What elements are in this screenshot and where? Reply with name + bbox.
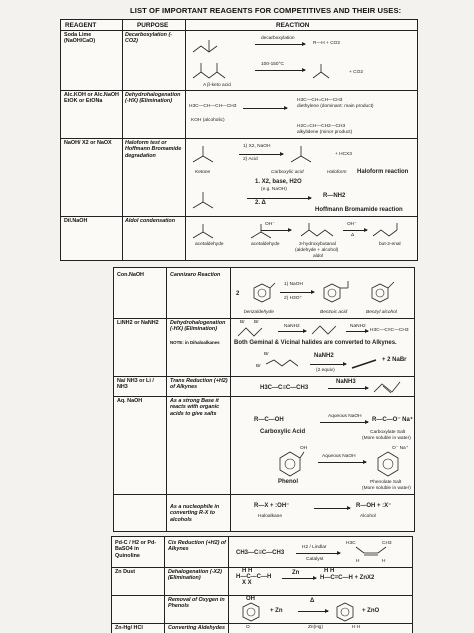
row-divider [114, 318, 414, 319]
product-text: R—C—O⁻ Na⁺ [372, 417, 414, 423]
reagent-label: NaNH2 [284, 324, 300, 329]
substituent-label: O⁻ Na⁺ [392, 446, 409, 451]
compound-label: Carboxylate Salt [370, 430, 406, 435]
reaction-note: Both Geminal & Vicinal halides are converted to Alkynes. [234, 340, 397, 346]
row-divider [112, 623, 412, 624]
reaction-arrow [280, 292, 314, 293]
reaction-arrow [261, 230, 291, 231]
reaction-condition: Δ [310, 598, 315, 604]
compound-label: Ketone [195, 170, 211, 175]
reagent-label: 1) X2, NaOH [243, 144, 271, 149]
reaction-arrow [243, 108, 287, 109]
compound-label: Phenolate Salt [370, 480, 402, 485]
purpose-cell: Haloform test or Hoffmann Bromamide degradation [125, 140, 182, 159]
reagent-label: 2) H3O⁺ [284, 296, 302, 301]
compound-label: 3-hydroxybutanal [299, 242, 336, 247]
compound-label: Carboxylic Acid [260, 429, 306, 435]
phenol-structure [238, 601, 268, 625]
reaction-condition: 1. X2, base, H2O [255, 179, 302, 185]
purpose-cell: Cis Reduction (+H2) of Alkynes [168, 540, 226, 553]
reactant-text: CH3—C≡C—CH3 [236, 550, 285, 556]
purpose-cell: Trans Reduction (+H2) of Alkynes [170, 378, 228, 391]
dibromide-structure [264, 356, 304, 372]
reaction-arrow [282, 578, 316, 579]
reagent-label: + Zn [270, 608, 283, 614]
reaction-condition: 2. Δ [255, 200, 266, 206]
carboxylic-acid-structure [189, 34, 239, 56]
substituent-label: H H [352, 625, 361, 630]
row-divider [114, 494, 414, 495]
reagent-label: OH⁻ [347, 222, 357, 227]
reaction-condition: (e.g. NaOH) [261, 187, 287, 192]
reagent-label: OH⁻ [265, 222, 275, 227]
reagent-label: H2 / Lindlar [302, 545, 327, 550]
purpose-cell: As a nucleophile in converting R-X to alcohols [170, 504, 220, 523]
reaction-name: Haloform reaction [357, 169, 409, 175]
reagent-sheet-2 [113, 267, 415, 532]
reagent-cell: Aq. NaOH [117, 398, 143, 404]
row-divider [112, 595, 412, 596]
reaction-arrow [255, 44, 305, 45]
product-text: R—H + CO2 [313, 41, 341, 46]
reaction-arrow [320, 422, 368, 423]
row-divider [114, 396, 414, 397]
substituent-label: CH3 [382, 541, 392, 546]
benzaldehyde-structure [244, 280, 276, 308]
substituent-label: H [356, 559, 360, 564]
reagent-label: Catalyst [306, 557, 324, 562]
page-title: LIST OF IMPORTANT REAGENTS FOR COMPETITIVES AND THEIR USES: [130, 6, 402, 15]
product-text: R—OH + :X⁻ [356, 503, 392, 509]
purpose-cell: Converting Aldehydes [168, 625, 226, 631]
purpose-cell: Dehalogenation (-X2) (Elimination) [168, 569, 222, 582]
reactant-text: H3C—CH—CH—CH3 [189, 104, 237, 109]
product-text: H3C—CH=CH—CH3 [297, 98, 343, 103]
substituent-label: O [246, 625, 250, 630]
benzene-structure [332, 601, 362, 625]
reagent-cell: Soda Lime (NaOH/CaO) [64, 32, 96, 45]
product-note: diethylene (dominant: main product) [297, 104, 374, 109]
reagent-label: Aqueous NaOH [322, 454, 356, 459]
column-divider [185, 20, 186, 260]
amide-structure [191, 190, 231, 214]
purpose-cell: Cannizaro Reaction [170, 272, 221, 278]
compound-note: aldol [313, 254, 324, 259]
alkyne-product-structure [350, 356, 380, 372]
geminal-dihalide-structure [310, 322, 344, 338]
reagent-label: KOH (alcoholic) [191, 118, 225, 123]
carboxylic-acid-structure [289, 144, 319, 168]
product-text: R—NH2 [323, 193, 346, 199]
reactant-text: R—X + :OH⁻ [254, 503, 290, 509]
reagent-label: NaNH2 [314, 353, 334, 359]
reagent-cell: Na/ NH3 or Li / NH3 [117, 378, 154, 391]
product-text: + 2 NaBr [382, 357, 407, 363]
compound-label: Phenol [278, 479, 299, 485]
reaction-label: decarboxylation [261, 36, 295, 41]
purpose-cell: Removal of Oxygen in Phenols [168, 597, 225, 610]
reaction-condition: Δ [351, 233, 355, 238]
compound-label: acetaldehyde [195, 242, 224, 247]
purpose-cell: Decarboxylation (-CO2) [125, 32, 173, 45]
row-divider [61, 30, 417, 31]
substituent-label: H3C [346, 541, 356, 546]
compound-label: but-2-enal [379, 242, 401, 247]
reaction-arrow [255, 70, 305, 71]
purpose-cell: Dehydrohalogenation (-HX) (Elimination) [170, 320, 226, 333]
column-divider [166, 268, 167, 531]
compound-label: Alcohol [360, 514, 376, 519]
compound-label: Benzoic acid [320, 310, 348, 315]
product-note: alkylidene (minor product) [297, 130, 353, 135]
halogen-label: Br [264, 352, 269, 357]
compound-note: (More soluble in water) [362, 436, 411, 441]
reagent-cell: Zn-Hg/ HCl [115, 625, 143, 631]
product-text: H H [324, 568, 335, 574]
header-reagent: REAGENT [65, 22, 97, 29]
product-text: H3C—C≡C—CH3 [370, 328, 409, 333]
reaction-arrow [298, 611, 328, 612]
reagent-cell: Dil.NaOH [64, 218, 88, 224]
benzyl-alcohol-structure [366, 280, 402, 308]
purpose-note: NOTE: in Dihaloalkanes [170, 340, 220, 345]
row-divider [61, 216, 417, 217]
reaction-arrow [314, 508, 350, 509]
compound-label: Haloform [327, 170, 347, 175]
phenol-structure [274, 448, 308, 478]
coefficient: 2 [236, 291, 240, 297]
reagent-label: Aqueous NaOH [328, 414, 362, 419]
enal-structure [371, 220, 411, 240]
substituent-label: OH [300, 446, 308, 451]
row-divider [112, 567, 412, 568]
halogen-label: Br [254, 320, 259, 325]
reaction-condition: 100-150°C [261, 62, 284, 67]
halogen-label: Br [240, 320, 245, 325]
product-text: H—C=C—H + ZnX2 [320, 575, 375, 581]
compound-label: Haloalkane [258, 514, 283, 519]
reagent-label: Zn [292, 570, 300, 576]
reagent-cell: Alc.KOH or Alc.NaOH EtOK or EtONa [64, 92, 119, 105]
ketone-product-structure [311, 62, 347, 82]
reaction-arrow [318, 462, 366, 463]
row-divider [61, 138, 417, 139]
purpose-cell: Aldol condensation [125, 218, 176, 224]
reagent-cell: Con.NaOH [117, 272, 144, 278]
substituent-label: H [382, 559, 386, 564]
reagent-sheet-1 [60, 19, 418, 261]
reaction-arrow [346, 331, 368, 332]
aldehyde-pair-structure [191, 222, 301, 242]
reagent-cell: Zn Dust [115, 569, 136, 575]
compound-label: A β-keto acid [203, 83, 231, 88]
reaction-arrow [310, 364, 346, 365]
compound-note: (aldehyde + alcohol) [295, 248, 339, 253]
compound-label: Carboxylic acid [271, 170, 304, 175]
reactant-text: H H [242, 568, 253, 574]
reaction-arrow [343, 230, 367, 231]
compound-label: benzaldehyde [244, 310, 274, 315]
column-divider [228, 537, 229, 633]
trans-alkene-structure [372, 378, 406, 396]
row-divider [114, 376, 414, 377]
reaction-arrow [278, 331, 306, 332]
header-reaction: REACTION [276, 22, 310, 29]
aldol-product-structure [299, 220, 339, 240]
product-text: + ZnO [362, 608, 380, 614]
benzoic-acid-structure [318, 280, 354, 308]
reagent-note: (2 equiv) [316, 368, 335, 373]
reagent-label: NaNH2 [350, 324, 366, 329]
column-divider [122, 20, 123, 260]
compound-note: (More soluble in water) [362, 486, 411, 491]
column-divider [164, 537, 165, 633]
product-text: + HCX3 [335, 152, 352, 157]
reaction-arrow [247, 198, 311, 199]
reaction-arrow [296, 553, 340, 554]
compound-label: acetaldehyde [251, 242, 280, 247]
reactant-text: X X [242, 580, 252, 586]
reactant-text: H3C—C≡C—CH3 [260, 385, 309, 391]
reactant-text: H—C—C—H [236, 574, 272, 580]
reaction-arrow [328, 388, 368, 389]
beta-keto-acid-structure [189, 60, 249, 84]
reaction-name: Hoffmann Bromamide reaction [315, 207, 403, 213]
substituent-label: OH [246, 596, 255, 602]
purpose-cell: As a strong Base it reacts with organic acids to give salts [170, 398, 220, 417]
halogen-label: Br [256, 364, 261, 369]
reaction-arrow [239, 154, 283, 155]
reagent-cell: NaOH/ X2 or NaOX [64, 140, 112, 146]
ketone-structure [191, 144, 221, 168]
reagent-label: Zn(Hg) [308, 625, 323, 630]
product-text: H2C=CH—CH2—CH3 [297, 124, 346, 129]
compound-label: Benzyl alcohol [366, 310, 397, 315]
reagent-label: 2) Acid [243, 157, 258, 162]
product-text: + CO2 [349, 70, 363, 75]
column-divider [230, 268, 231, 531]
reagent-cell: LiNH2 or NaNH2 [117, 320, 159, 326]
vicinal-dihalide-structure [236, 324, 270, 340]
reagent-label: NaNH3 [336, 379, 356, 385]
reagent-label: 1) NaOH [284, 282, 303, 287]
header-purpose: PURPOSE [137, 22, 169, 29]
reactant-text: R—C—OH [254, 417, 284, 423]
reagent-sheet-3 [111, 536, 413, 633]
purpose-cell: Dehydrohalogenation (-HX) (Elimination) [125, 92, 181, 105]
reagent-cell: Pd-C / H2 or Pd- BaSO4 in Quinoline [115, 540, 157, 559]
row-divider [61, 90, 417, 91]
